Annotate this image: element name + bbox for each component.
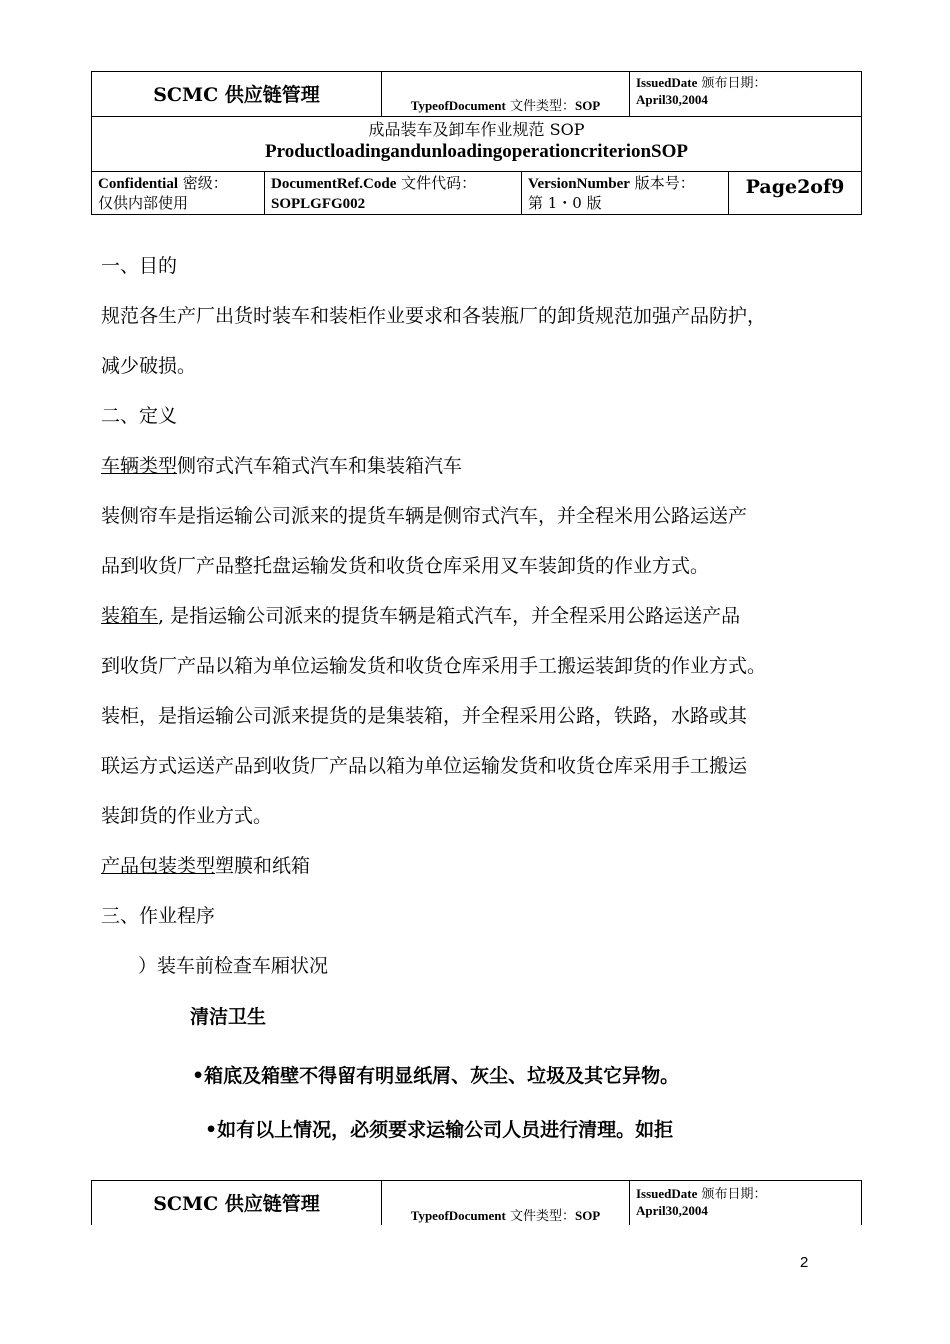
container-line-2: 联运方式运送产品到收货厂产品以箱为单位运输发货和收货仓库采用手工搬运 [101,755,748,777]
cleanliness-heading: 清洁卫生 [190,1006,267,1028]
document-type: TypeofDocument 文件类型：SOP [382,1181,630,1226]
container-line-1: 装柜，是指运输公司派来提货的是集装箱，并全程采用公路，铁路，水路或其 [101,705,748,727]
document-ref-code: DocumentRef.Code 文件代码： SOPLGFG002 [265,172,522,215]
purpose-line-1: 规范各生产厂出货时装车和装柜作业要求和各装瓶厂的卸货规范加强产品防护， [101,305,767,327]
confidentiality: Confidential 密级： 仅供内部使用 [92,172,265,215]
bullet-1: •箱底及箱壁不得留有明显纸屑、灰尘、垃圾及其它异物。 [192,1065,680,1087]
box-truck-line-2: 到收货厂产品以箱为单位运输发货和收货仓库采用手工搬运装卸货的作业方式。 [101,655,767,677]
step-1: ）装车前检查车厢状况 [138,955,329,977]
document-title: 成品装车及卸车作业规范 SOP ProductloadingandunloadingoperationcriterionSOP [92,117,862,172]
issued-date: IssuedDate 颁布日期： April30,2004 [630,72,862,117]
footer-header-clip [0,1180,950,1225]
page-indicator: Page2of9 [729,172,862,215]
packaging-type-definition: 产品包装类型塑膜和纸箱 [101,855,311,877]
vehicle-type-term: 车辆类型 [101,455,178,477]
company-name: SCMC 供应链管理 [92,72,382,117]
company-name: SCMC 供应链管理 [92,1181,382,1226]
issued-date: IssuedDate 颁布日期： April30,2004 [630,1181,862,1226]
document-header [91,71,862,215]
side-curtain-line-2: 品到收货厂产品整托盘运输发货和收货仓库采用叉车装卸货的作业方式。 [101,555,710,577]
document-type: TypeofDocument 文件类型：SOP [382,72,630,117]
box-truck-term: 装箱车 [101,605,159,627]
side-curtain-line-1: 装侧帘车是指运输公司派来的提货车辆是侧帘式汽车，并全程米用公路运送产 [101,505,748,527]
container-line-3: 装卸货的作业方式。 [101,805,273,827]
packaging-type-term: 产品包装类型 [101,855,216,877]
page-number: 2 [800,1254,809,1271]
section-1-title: 一、目的 [101,255,178,277]
bullet-2: •如有以上情况，必须要求运输公司人员进行清理。如拒 [205,1119,674,1141]
vehicle-type-definition: 车辆类型侧帘式汽车箱式汽车和集装箱汽车 [101,455,463,477]
section-2-title: 二、定义 [101,405,178,427]
version-number: VersionNumber 版本号： 第 1・0 版 [522,172,729,215]
purpose-line-2: 减少破损。 [101,355,197,377]
box-truck-line-1: 装箱车, 是指运输公司派来的提货车辆是箱式汽车，并全程采用公路运送产品 [101,605,741,627]
repeated-header [91,1180,862,1225]
section-3-title: 三、作业程序 [101,905,216,927]
